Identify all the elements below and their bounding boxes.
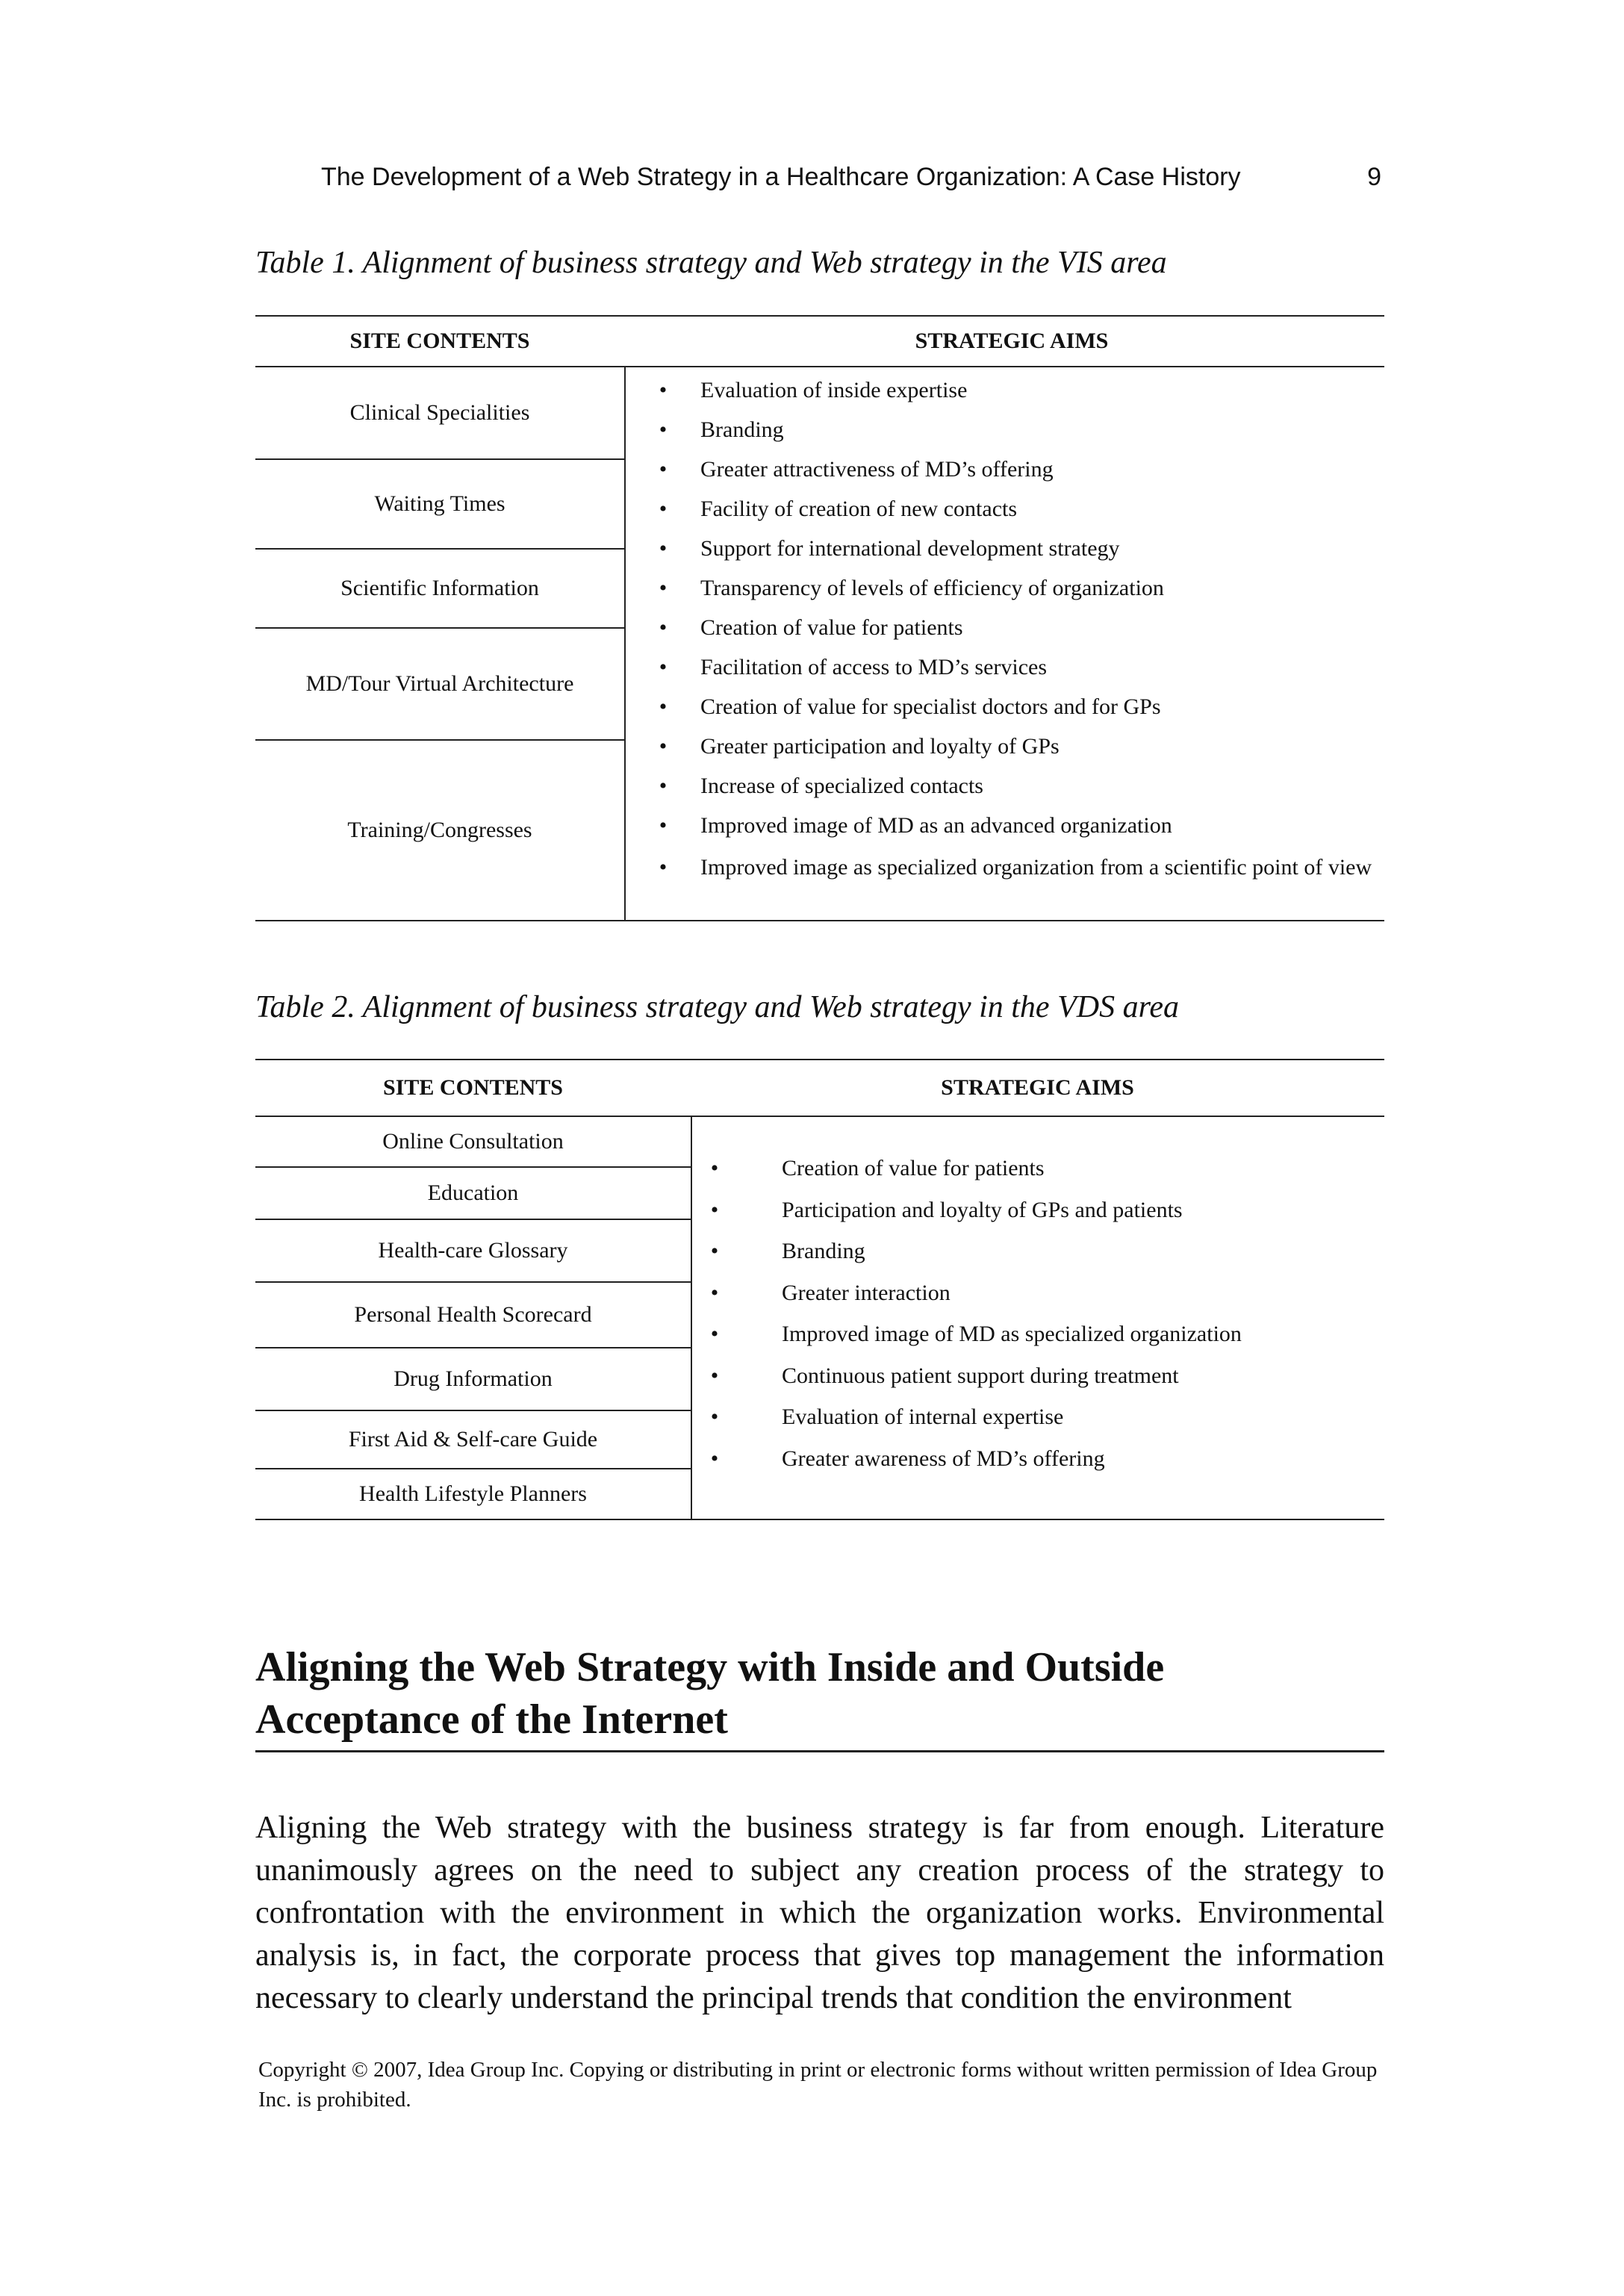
table1-site-row: Training/Congresses — [347, 818, 532, 842]
table1 — [255, 315, 1384, 921]
table2-site-row: Education — [255, 1168, 691, 1220]
body-paragraph: Aligning the Web strategy with the business strategy is far from enough. Literature unanimously agrees on the need to subject any creation process of the strategy to confrontation with the environment in which the organization works. Environmental analysis is, in fact, the corporate process that gives top management the information necessary to clearly understand the principal trends that condition the environment — [255, 1811, 1384, 2015]
table2-aims-list — [692, 1156, 1384, 1487]
table1-aim-item: • Increase of specialized contacts — [659, 774, 983, 798]
table2 — [255, 1059, 1384, 1520]
table2-site-row: Personal Health Scorecard — [255, 1283, 691, 1348]
table1-aim-item: • Evaluation of inside expertise — [659, 378, 968, 402]
section-title — [255, 1641, 1384, 1752]
table2-aim-item: • Greater awareness of MD’s offering — [710, 1446, 1105, 1471]
table2-aim-item: • Evaluation of internal expertise — [710, 1404, 1064, 1429]
table2-site-row: Online Consultation — [255, 1117, 691, 1168]
table2-aim-item: • Improved image of MD as specialized organization — [710, 1322, 1242, 1346]
table2-site-column — [255, 1117, 692, 1519]
table1-aim-item: • Facilitation of access to MD’s services — [659, 655, 1048, 679]
table1-aim-item: • Creation of value for specialist doctors and for GPs — [659, 694, 1161, 719]
table2-site-row: Health Lifestyle Planners — [359, 1481, 587, 1506]
table2-aim-item: • Continuous patient support during treatment — [710, 1363, 1179, 1388]
table1-aim-item: • Greater attractiveness of MD’s offering — [659, 457, 1054, 482]
table1-aim-item: • Branding — [659, 417, 784, 442]
table2-col-site-contents: SITE CONTENTS — [383, 1075, 563, 1100]
table1-body — [255, 367, 1384, 920]
table1-site-row: Waiting Times — [255, 460, 624, 550]
table1-col-site-contents: SITE CONTENTS — [349, 329, 530, 353]
table2-col-strategic-aims: STRATEGIC AIMS — [941, 1075, 1134, 1100]
table1-aim-item: • Greater participation and loyalty of GPs — [659, 734, 1060, 759]
table1-col-strategic-aims: STRATEGIC AIMS — [915, 329, 1109, 353]
section-title-line-1: Aligning the Web Strategy with Inside and Outside — [255, 1644, 1165, 1690]
page-number: 9 — [1367, 163, 1381, 191]
table2-body — [255, 1117, 1384, 1519]
table1-site-row: Scientific Information — [255, 550, 624, 629]
table1-site-row: Clinical Specialities — [255, 367, 624, 460]
table1-site-column — [255, 367, 626, 920]
table2-header — [255, 1060, 1384, 1117]
table1-aim-item: • Creation of value for patients — [659, 615, 963, 640]
table1-aim-item: • Transparency of levels of efficiency of organization — [659, 576, 1164, 600]
table2-aim-item: • Branding — [710, 1239, 865, 1263]
table2-caption: Table 2. Alignment of business strategy and Web strategy in the VDS area — [255, 990, 1179, 1024]
table1-header — [255, 317, 1384, 367]
table1-aim-item: • Facility of creation of new contacts — [659, 497, 1018, 521]
table1-aim-item: • Support for international development strategy — [659, 536, 1120, 561]
table2-site-row: Health-care Glossary — [255, 1220, 691, 1283]
table2-site-row: Drug Information — [255, 1348, 691, 1411]
table2-aims-column — [692, 1117, 1384, 1519]
table1-aims-list — [626, 378, 1384, 883]
section-title-line-2: Acceptance of the Internet — [255, 1696, 728, 1743]
table2-aim-item: • Creation of value for patients — [710, 1156, 1045, 1180]
table2-site-row: First Aid & Self-care Guide — [255, 1411, 691, 1469]
table1-caption: Table 1. Alignment of business strategy and Web strategy in the VIS area — [255, 246, 1167, 280]
table1-site-row: MD/Tour Virtual Architecture — [255, 629, 624, 741]
page-header — [321, 163, 1381, 192]
table1-aim-item: • Improved image of MD as an advanced organization — [659, 813, 1172, 838]
table2-aim-item: • Greater interaction — [710, 1280, 951, 1305]
copyright-notice: Copyright © 2007, Idea Group Inc. Copying or distributing in print or electronic forms without written permission of Idea Group Inc. is prohibited. — [258, 2058, 1378, 2112]
running-title: The Development of a Web Strategy in a Healthcare Organization: A Case History — [321, 163, 1241, 191]
table2-aim-item: • Participation and loyalty of GPs and patients — [710, 1197, 1183, 1222]
table1-aims-column — [626, 367, 1384, 920]
table1-aim-item: • Improved image as specialized organization from a scientific point of view — [659, 855, 1372, 880]
